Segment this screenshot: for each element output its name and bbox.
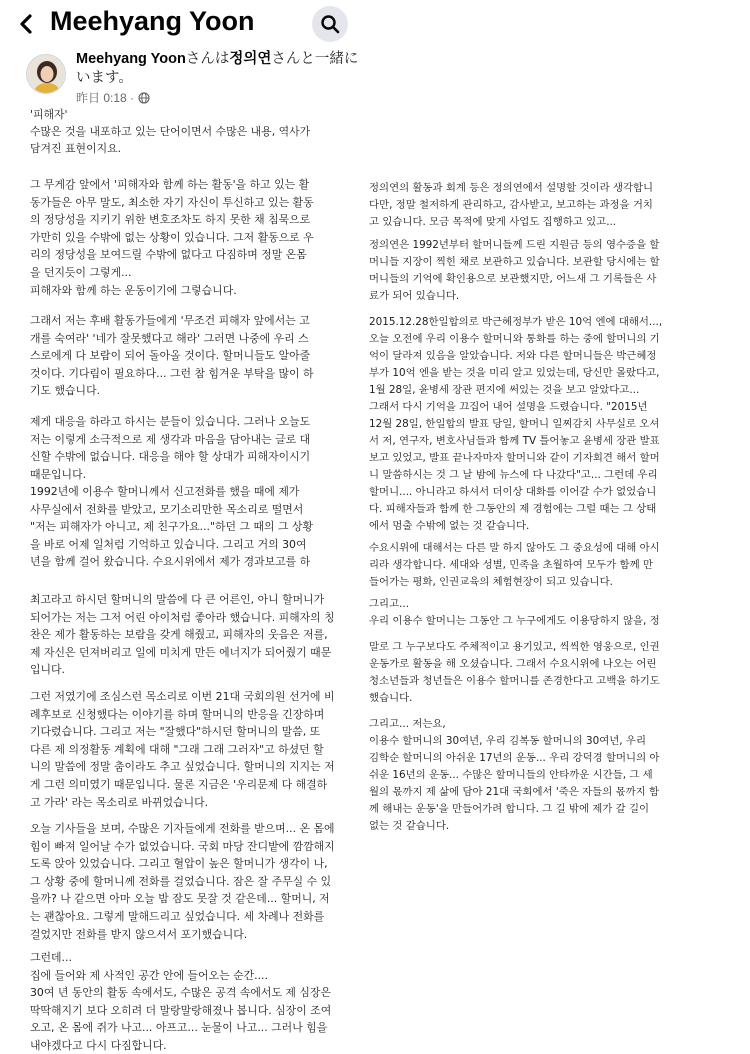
text-line: 료가 되어 있습니다. xyxy=(369,290,460,302)
text-line: 내야겠다고 다시 다짐합니다. xyxy=(30,1038,167,1052)
text-line: 머니들의 기억에 확인용으로 보관했지만, 어느새 그 기록들은 사 xyxy=(369,273,657,285)
text-line: 년을 함께 걸어 왔습니다. 수요시위에서 제가 경과보고를 하 xyxy=(30,555,311,569)
author-name[interactable]: Meehyang Yoon xyxy=(76,51,186,67)
text-line: 그래서 저는 후배 활동가들에게 '무조건 피해자 앞에서는 고 xyxy=(30,314,310,327)
text-line: 피해자와 함께 하는 운동이기에 그렇습니다. xyxy=(30,283,237,297)
text-line: 김학순 할머니의 아쉬운 17년의 운동... 우리 강덕경 할머니의 아 xyxy=(369,752,660,764)
post-header xyxy=(26,50,359,106)
paragraph xyxy=(369,540,660,591)
text-line: 스로에게 다 보람이 되어 돌아올 것이다. 할머니들도 알아줄 xyxy=(30,349,311,363)
text-line: 가만히 있을 수밖에 없는 상황이 있습니다. 그저 활동으로 우 xyxy=(30,230,314,244)
text-line: 담겨진 표현이지요. xyxy=(30,142,122,156)
text-line: 고 가라' 라는 목소리로 바뀌었습니다. xyxy=(30,795,209,809)
back-arrow-icon xyxy=(14,10,40,38)
text-line: 그리고... 저는요, xyxy=(369,718,446,730)
text-line: 월의 몫까지 제 삶에 담아 21대 국회에서 '죽은 자들의 몫까지 함 xyxy=(369,786,660,798)
post-body-left xyxy=(30,106,346,1054)
post-time[interactable]: 昨日 0:18 · xyxy=(76,91,135,105)
post-body-right xyxy=(369,180,669,839)
with-text-2: さんと一緒に xyxy=(271,51,359,67)
text-line: 억이 달라져 있음을 알았습니다. 저와 다른 할머니들은 박근혜정 xyxy=(369,350,657,362)
paragraph xyxy=(369,639,660,707)
text-line: 딱딱해지기 보다 오히려 더 말랑말랑해졌나 봅니다. 심장이 조여 xyxy=(30,1003,332,1017)
text-line: 할머니.... 아니라고 하셔서 더이상 대화를 이어갈 수가 없었습니 xyxy=(369,486,657,498)
text-line: 1992년에 이용수 할머니께서 신고전화를 했을 때에 제가 xyxy=(30,485,300,498)
text-line: 보고 있었고, 발표 끝나자마자 할머니와 같이 기자회견 해서 할머 xyxy=(369,452,660,464)
with-text: さんは xyxy=(185,51,230,67)
text-line: 1월 28일, 윤병세 장관 편지에 써있는 것을 보고 알았다고... xyxy=(369,384,640,396)
text-line: 2015.12.28한일합의로 박근혜정부가 받은 10억 엔에 대해서..., xyxy=(369,316,663,328)
text-line: '피해자' xyxy=(30,108,68,121)
paragraph xyxy=(30,483,313,571)
text-line: 정의연은 1992년부터 할머니들께 드린 지원금 등의 영수증을 할 xyxy=(369,239,660,251)
text-line: 12월 28일, 한일합의 발표 당일, 할머니 일찌감치 사무실로 오셔 xyxy=(369,418,660,430)
paragraph xyxy=(30,176,314,299)
paragraph xyxy=(369,716,659,835)
text-line: 최고라고 하시던 할머니의 말씀에 다 큰 어른인, 아니 할머니가 xyxy=(30,593,325,606)
text-line: 그 상황 중에 할머니께 전화를 걸었습니다. 잠은 잘 주무실 수 있 xyxy=(30,874,332,888)
text-line: 리의 정당성을 보여드릴 수밖에 없다고 다짐하며 정말 온몸 xyxy=(30,248,307,262)
text-line: 신할 수밖에 없습니다. 대응을 해야 할 상대가 피해자이시기 xyxy=(30,450,311,464)
text-line: 사무실에서 전화를 받았고, 모기소리만한 목소리로 떨면서 xyxy=(30,502,304,516)
text-line: 수많은 것을 내포하고 있는 단어이면서 수많은 내용, 역사가 xyxy=(30,125,311,139)
text-line: 했습니다. xyxy=(369,692,413,704)
page-title: Meehyang Yoon xyxy=(50,6,255,36)
with-text-3: います。 xyxy=(76,70,133,86)
text-line: 제게 대응을 하라고 하시는 분들이 있습니다. 그러나 오늘도 xyxy=(30,415,311,428)
text-line: 기다렸습니다. 그리고 저는 "잘했다"하시던 할머니의 말씀, 또 xyxy=(30,725,321,739)
text-line: 오늘 기사들을 보며, 수많은 기자들에게 전화를 받으며... 온 몸에 xyxy=(30,822,335,835)
text-line: 되어가는 저는 그저 어린 아이처럼 좋아라 했습니다. 피해자의 칭 xyxy=(30,610,335,624)
text-line: 동가들은 아무 말도, 최소한 자기 자신이 투신하고 있는 활동 xyxy=(30,195,314,209)
text-line: 입니다. xyxy=(30,663,66,677)
paragraph xyxy=(30,312,314,400)
text-line: 찬은 제가 활동하는 보람을 갖게 해줬고, 피해자의 웃음은 저를, xyxy=(30,628,328,642)
text-line: 부가 10억 엔을 받는 것을 미리 알고 있었는데, 당신만 몰랐다고, xyxy=(369,367,660,379)
text-line: 께 해내는 운동'을 만들어가려 합니다. 그 길 밖에 제가 갈 길이 xyxy=(369,803,650,815)
text-line: "저는 피해자가 아니고, 제 친구가요..."하던 그 때의 그 상황 xyxy=(30,520,314,534)
text-line: 제 자신은 던져버리고 일에 미치게 만든 에너지가 되어줬기 때문 xyxy=(30,645,332,659)
text-line: 을까? 나 같으면 아마 오늘 밤 잠도 못잘 것 같은데... 할머니, 저 xyxy=(30,892,330,906)
text-line: 에서 멈출 수밖에 없는 것 같습니다. xyxy=(369,520,530,532)
text-line: 오고, 온 몸에 쥐가 나고... 아프고... 눈물이 나고... 그러나 힘을 xyxy=(30,1021,328,1035)
text-line: 을 던지듯이 그렇게... xyxy=(30,265,132,279)
text-line: 때문입니다. xyxy=(30,467,87,481)
text-line: 말로 그 누구보다도 주체적이고 용기있고, 씩씩한 영웅으로, 인권 xyxy=(369,641,660,653)
paragraph xyxy=(30,949,331,1054)
avatar[interactable] xyxy=(26,54,66,94)
text-line: 그래서 다시 기억을 끄집어 내어 설명을 드렸습니다. "2015년 xyxy=(369,401,648,413)
globe-icon xyxy=(138,92,150,104)
post-meta xyxy=(76,89,150,106)
text-line: 니의 말씀에 정말 춤이라도 추고 싶었습니다. 할머니의 지지는 저 xyxy=(30,760,335,774)
text-line: 기도 했습니다. xyxy=(30,384,101,398)
text-line: 의 정당성을 지키기 위한 변호조차도 하지 못한 채 침묵으로 xyxy=(30,213,311,227)
text-line: 운동가로 활동을 해 오셨습니다. 그래서 수요시위에 나오는 어린 xyxy=(369,658,657,670)
paragraph xyxy=(369,237,660,305)
paragraph xyxy=(30,591,335,679)
text-line: 도록 앉아 있었습니다. 그리고 혈압이 높은 할머니가 생각이 나, xyxy=(30,857,328,871)
tagged-user[interactable]: 정의연 xyxy=(229,51,272,67)
text-line: 그런데... xyxy=(30,951,72,964)
text-line: 리라 생각합니다. 세대와 성별, 민족을 초월하여 모두가 함께 만 xyxy=(369,559,653,571)
paragraph xyxy=(30,688,335,811)
text-line: 서 저, 연구자, 변호사님들과 함께 TV 틀어놓고 윤병세 장관 발표 xyxy=(369,435,660,447)
text-line: 머니들 지장이 찍힌 채로 보관하고 있습니다. 보관할 당시에는 할 xyxy=(369,256,660,268)
text-line: 오늘 오전에 우리 이용수 할머니와 통화를 하는 중에 할머니의 기 xyxy=(369,333,660,345)
text-line: 저는 이렇게 소극적으로 제 생각과 마음을 담아내는 글로 대 xyxy=(30,432,311,446)
paragraph xyxy=(30,413,310,483)
paragraph xyxy=(369,180,653,231)
search-icon xyxy=(320,14,340,34)
text-line: 집에 들어와 제 사적인 공간 안에 들어오는 순간.... xyxy=(30,968,268,982)
text-line: 그 무게감 앞에서 '피해자와 함께 하는 활동'을 하고 있는 활 xyxy=(30,178,310,191)
text-line: 게 그런 의미였기 때문입니다. 물론 지금은 '우리문제 다 해결하 xyxy=(30,777,328,791)
text-line: 고 있습니다. 모금 목적에 맞게 사업도 집행하고 있고... xyxy=(369,216,617,228)
text-line: 30여 년 동안의 활동 속에서도, 수많은 공격 속에서도 제 심장은 xyxy=(30,986,331,1000)
paragraph xyxy=(30,106,310,158)
text-line: 그리고... xyxy=(369,598,410,610)
text-line: 을 바로 어제 일처럼 기억하고 있습니다. 그리고 거의 30여 xyxy=(30,537,307,551)
text-line: 니 말씀하시는 것 그 날 밤에 뉴스에 다 나갔다"고... 그런데 우리 xyxy=(369,469,658,481)
paragraph xyxy=(30,820,335,943)
search-button[interactable] xyxy=(312,6,348,42)
text-line: 다른 제 의정활동 계획에 대해 "그래 그래 그러자"고 하셨던 할 xyxy=(30,742,324,756)
paragraph xyxy=(369,596,660,630)
text-line: 없는 것 같습니다. xyxy=(369,820,450,832)
text-line: 정의연의 활동과 회계 등은 정의연에서 설명할 것이라 생각합니 xyxy=(369,182,654,194)
text-line: 그런 저였기에 조심스런 목소리로 이번 21대 국회의원 선거에 비 xyxy=(30,690,335,703)
text-line: 례후보로 신청했다는 이야기를 하며 할머니의 반응을 긴장하며 xyxy=(30,707,325,721)
text-line: 들어가는 평화, 인권교육의 체험현장이 되고 있습니다. xyxy=(369,576,613,588)
text-line: 청소년들과 청년들은 이용수 할머니를 존경한다고 고백을 하기도 xyxy=(369,675,660,687)
text-line: 는 괜찮아요. 그렇게 말해드리고 싶었습니다. 세 차례나 전화를 xyxy=(30,909,325,923)
text-line: 이용수 할머니의 30여년, 우리 김복동 할머니의 30여년, 우리 xyxy=(369,735,646,747)
text-line: 힘이 빠져 일어날 수가 없었습니다. 국회 마당 잔디밭에 깜깜해지 xyxy=(30,839,335,853)
text-line: 다만, 정말 철저하게 관리하고, 감사받고, 보고하는 과정을 거치 xyxy=(369,199,653,211)
text-line: 우리 이용수 할머니는 그동안 그 누구에게도 이용당하지 않을, 정 xyxy=(369,615,660,627)
text-line: 수요시위에 대해서는 다른 말 하지 않아도 그 중요성에 대해 아시 xyxy=(369,542,660,554)
author-line xyxy=(76,50,366,88)
paragraph xyxy=(369,314,662,535)
text-line: 다. 피해자들과 함께 한 그동안의 제 경험에는 그럴 때는 그 상태 xyxy=(369,503,657,515)
text-line: 개를 숙여라' '네가 잘못했다고 해라' 그러면 나중에 우리 스 xyxy=(30,331,309,345)
text-line: 것이다. 기다림이 필요하다... 그런 참 힘겨운 부탁을 많이 하 xyxy=(30,366,314,380)
text-line: 쉬운 16년의 운동... 수많은 할머니들의 안타까운 시간들, 그 세 xyxy=(369,769,653,781)
text-line: 걸었지만 전화를 받지 않으셔서 포기했습니다. xyxy=(30,927,248,941)
top-bar xyxy=(0,0,750,48)
back-button[interactable] xyxy=(14,10,40,38)
